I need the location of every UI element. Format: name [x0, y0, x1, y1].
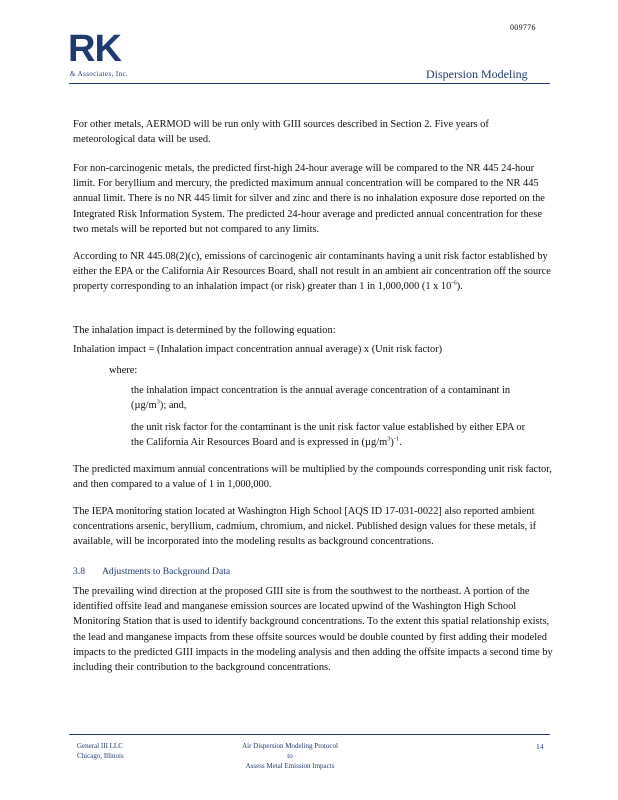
inhalation-equation: Inhalation impact = (Inhalation impact concentration annual average) x (Unit risk factor) — [73, 344, 443, 355]
exponent: 3 — [387, 435, 391, 443]
paragraph-predicted-max: The predicted maximum annual concentrations will be multiplied by the compounds corresponding unit risk factor, and then compared to a value of 1 in 1,000,000. — [73, 464, 552, 491]
definition-concentration — [131, 383, 531, 413]
subsection-heading — [73, 566, 230, 577]
footer-client-name: General III LLC — [77, 742, 123, 750]
exponent: -6 — [451, 279, 457, 287]
company-logo-subtitle: & Associates, Inc. — [70, 70, 129, 78]
footer-title-line1: Air Dispersion Modeling Protocol to — [242, 742, 338, 760]
footer-divider — [69, 734, 550, 735]
definition-unit-risk — [131, 420, 531, 450]
footer-title-line2: Assess Metal Emission Impacts — [245, 762, 335, 770]
definition-concentration-end: ); and, — [159, 400, 187, 412]
paragraph-carcinogenic — [73, 249, 553, 295]
exponent: -1 — [393, 435, 400, 443]
definition-unit-risk-paren: ) — [390, 437, 394, 449]
definition-unit-risk-text: the unit risk factor for the contaminant is the unit risk factor value established by either EPA or the California Air Resources Board and is expressed in (µg/m — [131, 422, 526, 449]
footer-client-location: Chicago, Illinois — [77, 752, 124, 760]
exponent: 3 — [156, 398, 160, 406]
page-number: 14 — [536, 742, 544, 751]
paragraph-wind-direction: The prevailing wind direction at the proposed GIII site is from the southwest to the northeast. A portion of the identified offsite lead and manganese emission sources are located upwind of the Washington High School Monitoring Station that is used to identify background concentrations. To the extent this spatial relationship exists, the lead and manganese impacts from these offsite sources would be double counted by first adding their modeled impacts to the predicted GIII impacts in the modeling analysis and then adding the offsite impacts a second time by including their contribution to the background concentrations. — [73, 586, 553, 674]
definition-concentration-text: the inhalation impact concentration is the annual average concentration of a contaminant in (µg/m — [131, 385, 511, 412]
header-divider — [69, 83, 550, 84]
footer-client — [77, 741, 124, 761]
paragraph-other-metals: For other metals, AERMOD will be run only with GIII sources described in Section 2. Five years of meteorological data will be used. — [73, 119, 489, 146]
paragraph-inhalation-intro: The inhalation impact is determined by the following equation: — [73, 325, 336, 336]
subsection-number: 3.8 — [73, 566, 85, 577]
paragraph-carcinogenic-end: ). — [456, 281, 463, 293]
paragraph-iepa-station: The IEPA monitoring station located at Washington High School [AQS ID 17-031-0022] also reported ambient concentrations arsenic, beryllium, cadmium, chromium, and nickel. Published design values for these metals, if available, will be incorporated into the modeling results as background concentrations. — [73, 506, 537, 548]
company-logo: RK — [68, 28, 121, 70]
footer-document-title — [240, 741, 340, 771]
where-label: where: — [109, 365, 138, 376]
subsection-title: Adjustments to Background Data — [102, 566, 231, 577]
document-number: 009776 — [510, 23, 536, 32]
paragraph-non-carcinogenic: For non-carcinogenic metals, the predicted first-high 24-hour average will be compared to the NR 445 24-hour limit. For beryllium and mercury, the predicted maximum annual concentration will be compared to the NR 445 annual limit. There is no NR 445 limit for silver and zinc and there is no inhalation exposure dose reported on the Integrated Risk Information System. The predicted 24-hour average and predicted annual concentration for these two metals will be reported but not compared to any limits. — [73, 163, 545, 235]
definition-unit-risk-end: . — [399, 437, 402, 449]
paragraph-carcinogenic-text: According to NR 445.08(2)(c), emissions of carcinogenic air contaminants having a unit risk factor established by either the EPA or the California Air Resources Board, shall not result in an ambient air concentration off the source property corresponding to an inhalation impact (or risk) greater than 1 in 1,000,000 (1 x 10 — [73, 251, 551, 293]
section-title: Dispersion Modeling — [426, 67, 528, 81]
